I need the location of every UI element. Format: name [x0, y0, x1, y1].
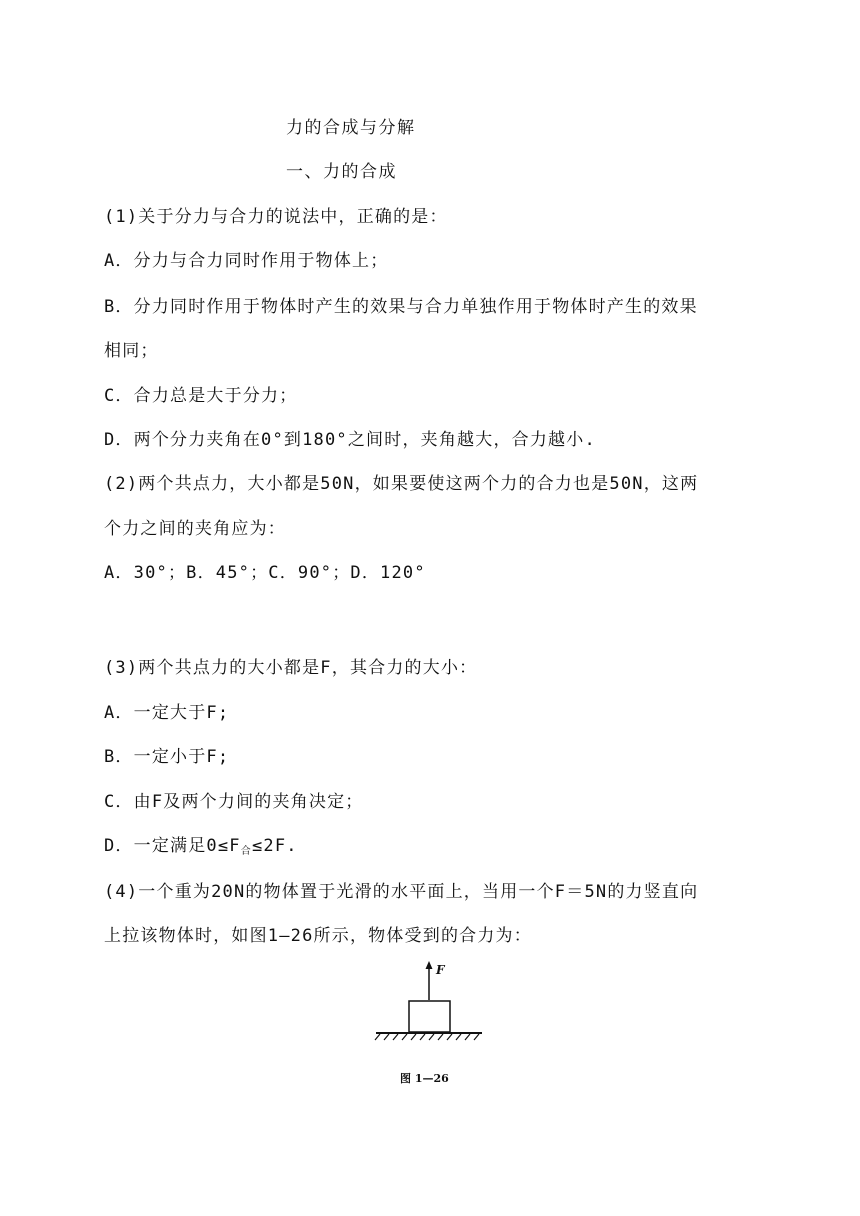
q3-option-d [104, 834, 298, 864]
q1-option-b-line1: B．分力同时作用于物体时产生的效果与合力单独作用于物体时产生的效果 [104, 297, 698, 317]
q2-stem-line2: 个力之间的夹角应为： [104, 519, 286, 539]
q1-option-b-line2: 相同； [104, 341, 159, 361]
figure-caption: 图 1—26 [400, 1072, 449, 1085]
q1-option-d: D．两个分力夹角在0°到180°之间时，夹角越大，合力越小. [104, 430, 596, 450]
force-arrow-head [426, 961, 433, 969]
q2-options: A．30°；B．45°；C．90°；D．120° [104, 563, 426, 583]
q3-stem: (3)两个共点力的大小都是F，其合力的大小： [104, 658, 478, 678]
q3-option-d-prefix: D．一定满足0≤F [104, 836, 241, 856]
q1-option-c: C．合力总是大于分力； [104, 386, 298, 406]
q3-option-a: A．一定大于F; [104, 703, 230, 723]
block [409, 1001, 450, 1032]
force-label: F [436, 963, 445, 977]
section-heading: 一、力的合成 [286, 162, 397, 182]
q3-option-b: B．一定小于F; [104, 747, 230, 767]
q3-option-d-suffix: ≤2F. [251, 836, 298, 856]
q2-stem-line1: (2)两个共点力，大小都是50N，如果要使这两个力的合力也是50N，这两 [104, 474, 699, 494]
q1-option-a: A．分力与合力同时作用于物体上； [104, 251, 389, 271]
ground-hatching [375, 1034, 479, 1040]
q1-stem: (1)关于分力与合力的说法中，正确的是： [104, 207, 448, 227]
q3-option-d-subscript: 合 [240, 846, 252, 857]
q4-stem-line2: 上拉该物体时，如图1—26所示，物体受到的合力为： [104, 926, 532, 946]
document-title: 力的合成与分解 [286, 118, 416, 138]
q4-stem-line1: (4)一个重为20N的物体置于光滑的水平面上，当用一个F＝5N的力竖直向 [104, 882, 699, 902]
q3-option-c: C．由F及两个力间的夹角决定； [104, 792, 364, 812]
